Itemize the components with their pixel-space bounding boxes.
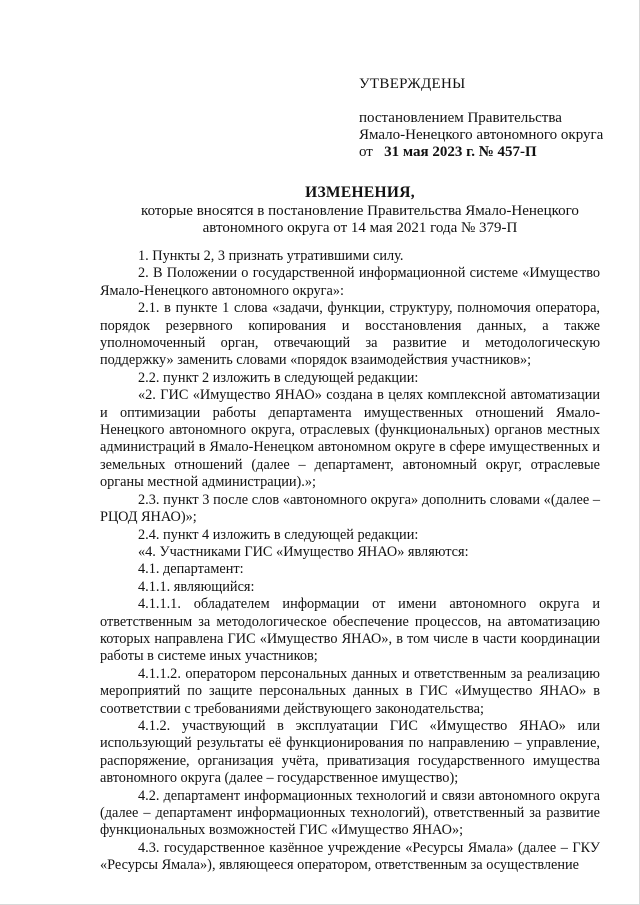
paragraph: 4.1.1.2. оператором персональных данных и ответственным за реализацию мероприятий по защите персональных данных в ГИС «Имущество ЯНАО» в соответствии с требованиями действующего законодательства; (100, 665, 600, 717)
document-subtitle-line-1: которые вносятся в постановление Правительства Ямало-Ненецкого (141, 202, 579, 219)
paragraph: 4.3. государственное казённое учреждение «Ресурсы Ямала» (далее – ГКУ «Ресурсы Ямала»), являющееся оператором, ответственным за осуществление (100, 839, 600, 874)
paragraph: 4.2. департамент информационных технологий и связи автономного округа (далее – департамент информационных технологий), ответственный за развитие функциональных возможностей ГИС «Имущество ЯНАО»; (100, 787, 600, 839)
date-prefix: от (359, 144, 373, 160)
document-body (100, 248, 600, 875)
paragraph: «4. Участниками ГИС «Имущество ЯНАО» являются: (138, 543, 469, 560)
document-subtitle-line-2: автономного округа от 14 мая 2021 года № 379-П (202, 220, 518, 236)
paragraph: 4.1.2. участвующий в эксплуатации ГИС «Имущество ЯНАО» или использующий результаты её функционирования по направлению – управление, распоряжение, организация учёта, приватизация государственного имущества автономного округа (далее – государственное имущество); (100, 717, 600, 787)
paragraph: 2.2. пункт 2 изложить в следующей редакции: (138, 369, 419, 386)
paragraph: 2.3. пункт 3 после слов «автономного округа» дополнить словами «(далее – РЦОД ЯНАО)»; (100, 491, 600, 526)
approved-by-line: постановлением Правительства (359, 110, 562, 126)
paragraph: 4.1. департамент: (138, 561, 244, 578)
paragraph: 2. В Положении о государственной информационной системе «Имущество Ямало-Ненецкого автономного округа»: (100, 265, 600, 299)
document-heading: ИЗМЕНЕНИЯ, (305, 184, 415, 201)
paragraph: 2.4. пункт 4 изложить в следующей редакции: (138, 526, 419, 543)
paragraph: «2. ГИС «Имущество ЯНАО» создана в целях комплексной автоматизации и оптимизации работы департамента имущественных отношений Ямало-Ненецкого автономного округа, отраслевых (функциональных) органов местных администраций в Ямало-Ненецком автономном округе в сфере имущественных и земельных отношений (далее – департамент, автономный округ, отраслевые органы местной администрации).»; (100, 387, 600, 491)
approved-date-line (359, 144, 609, 161)
paragraph: 2.1. в пункте 1 слова «задачи, функции, структуру, полномочия оператора, порядок резервного копирования и восстановления данных, а также уполномоченный орган, отвечающий за развитие и методологическую поддержку» заменить словами «порядок взаимодействия участников»; (100, 300, 600, 369)
paragraph: 4.1.1. являющийся: (138, 578, 255, 595)
document-title-block (100, 184, 620, 238)
approval-block (359, 76, 609, 161)
paragraph: 1. Пункты 2, 3 признать утратившими силу. (138, 248, 404, 264)
approved-label: УТВЕРЖДЕНЫ (359, 76, 466, 92)
paragraph: 4.1.1.1. обладателем информации от имени автономного округа и ответственным за методологическое обеспечение процессов, на автоматизацию которых направлена ГИС «Имущество ЯНАО», в том числе в части координации работы в системе иных участников; (100, 596, 600, 665)
approved-authority-line: Ямало-Ненецкого автономного округа (359, 127, 604, 143)
decree-date: 31 мая 2023 г. № 457-П (384, 144, 537, 160)
